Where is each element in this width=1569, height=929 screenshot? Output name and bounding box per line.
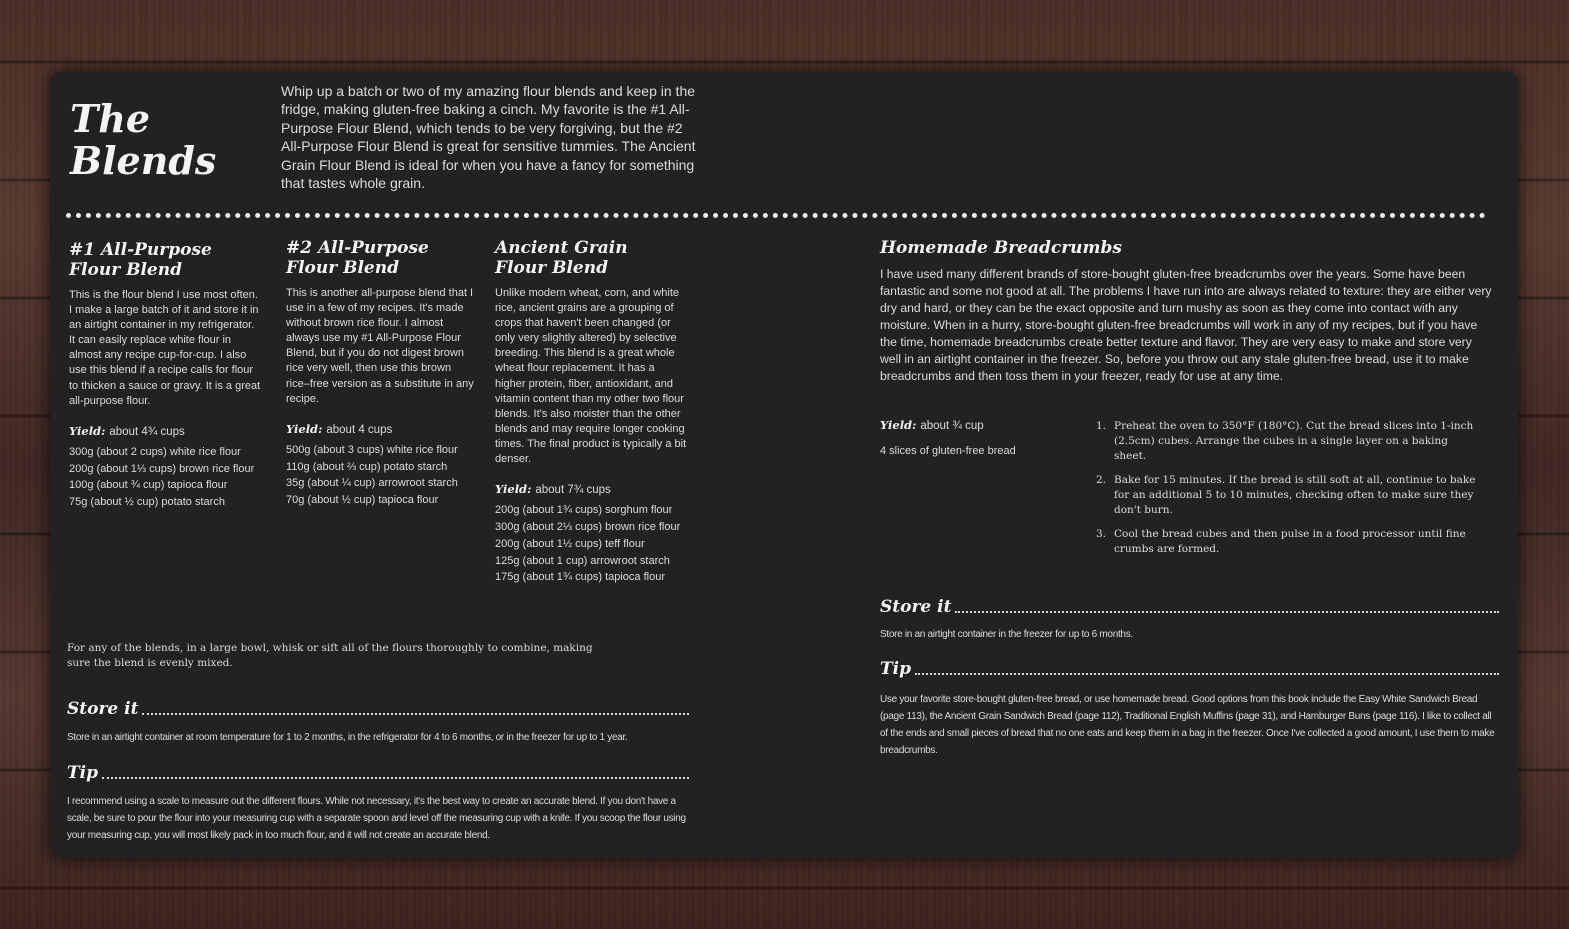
blend-1-column [69,240,261,511]
step-number: 1. [1096,420,1107,432]
breadcrumbs-yield [880,418,984,432]
step-number: 3. [1096,528,1107,540]
blend-2-yield-value: about 4 cups [326,423,393,436]
step-text: Preheat the oven to 350°F (180°C). Cut the bread slices into 1-inch (2.5cm) cubes. Arrange the cubes in a single layer on a baking sheet. [1114,420,1474,462]
breadcrumbs-store-header [880,598,1499,616]
blend-3-title-line2: Flour Blend [495,258,608,278]
step-item [1096,419,1481,464]
blend-3-ingredients [495,502,687,586]
blend-2-ingredients [286,442,476,509]
blend-3-yield-label: Yield: [495,482,532,497]
ingredient-item: 75g (about ½ cup) potato starch [69,496,225,509]
blends-tip-label: Tip [67,763,98,783]
ingredient-item: 35g (about ¼ cup) arrowroot starch [286,477,458,490]
ingredient-item: 100g (about ¾ cup) tapioca flour [69,479,228,492]
blend-3-title-line1: Ancient Grain [495,238,628,258]
step-item [1096,473,1481,518]
step-item [1096,527,1481,557]
blend-2-column [286,238,476,509]
dotted-rule [915,673,1499,675]
blend-1-title [69,240,261,280]
dotted-rule [955,611,1499,613]
blend-3-column [495,238,687,586]
page-title-line1: The [70,96,151,141]
step-number: 2. [1096,474,1107,486]
page-title-line2: Blends [70,138,217,183]
blend-1-description: This is the flour blend I use most often. I make a large batch of it and store it in an airtight container in my refrigerator. It can easily replace white flour in almost any recipe cup-for-cup. I also use this blend if a recipe calls for flour to thicken a sauce or gravy. It is a great all-purpose flour. [69,289,261,407]
ingredient-item: 110g (about ⅔ cup) potato starch [286,460,448,473]
breadcrumbs-tip-text: Use your favorite store-bought gluten-free bread, or use homemade bread. Good options from this book include the Easy White Sandwich Bread (page 113), the Ancient Grain Sandwich Bread (page 112), Traditional English Muffins (page 31), and Hamburger Buns (page 116). I like to collect all of the ends and small pieces of bread that no one eats and keep them in a bag in the freezer. Once I've collected a good amount, I use them to make breadcrumbs. [880,694,1495,756]
blend-2-title [286,238,476,278]
section-divider [66,213,1486,218]
breadcrumbs-yield-value: about ¾ cup [920,420,984,432]
breadcrumbs-tip-label: Tip [880,659,911,679]
breadcrumbs-yield-label: Yield: [880,418,917,432]
ingredient-item: 500g (about 3 cups) white rice flour [286,443,458,456]
blend-1-title-line2: Flour Blend [69,260,182,280]
ingredient-item: 200g (about 1¾ cups) sorghum flour [495,504,673,517]
blends-tip-text: I recommend using a scale to measure out the different flours. While not necessary, it's the best way to create an accurate blend. If you don't have a scale, be sure to pour the flour into your measuring cup with a separate spoon and level off the measuring cup with a knife. If you scoop the flour using your measuring cup, you will most likely pack in too much flour, and it will not create an accurate blend. [67,796,686,841]
intro-paragraph: Whip up a batch or two of my amazing flour blends and keep in the fridge, making gluten-free baking a cinch. My favorite is the #1 All-Purpose Flour Blend, which tends to be very forgiving, but the #2 All-Purpose Flour Blend is great for sensitive tummies. The Ancient Grain Flour Blend is ideal for when you have a fancy for something that tastes whole grain. [281,83,696,192]
ingredient-item: 175g (about 1¾ cups) tapioca flour [495,571,666,584]
breadcrumbs-title: Homemade Breadcrumbs [880,238,1122,258]
ingredient-item: 300g (about 2⅓ cups) brown rice flour [495,520,681,533]
blend-1-title-line1: #1 All-Purpose [69,240,212,260]
blend-2-yield-label: Yield: [286,421,323,436]
blend-1-yield-label: Yield: [69,423,106,438]
page-title [70,98,216,182]
dotted-rule [142,713,689,715]
blend-2-title-line1: #2 All-Purpose [286,238,429,258]
blend-method: For any of the blends, in a large bowl, whisk or sift all of the flours thoroughly to combine, making sure the blend is evenly mixed. [67,642,593,669]
blend-1-yield [69,424,261,438]
blend-3-description: Unlike modern wheat, corn, and white rice, ancient grains are a grouping of crops that haven't been changed (or only very slightly altered) by selective breeding. This blend is a great whole wheat flour replacement. It has a higher protein, fiber, antioxidant, and vitamin content than my other two flour blends. It's also moister than the other blends and may require longer cooking times. The final product is typically a bit denser. [495,287,687,466]
blend-1-ingredients [69,444,261,511]
blend-2-yield [286,422,476,436]
blend-2-description: This is another all-purpose blend that I use in a few of my recipes. It's made without brown rice flour. I almost always use my #1 All-Purpose Flour Blend, but if you do not digest brown rice very well, then use this brown rice–free version as a substitute in any recipe. [286,287,474,405]
ingredient-item: 200g (about 1½ cups) teff flour [495,537,645,550]
dotted-rule [102,777,689,779]
step-text: Bake for 15 minutes. If the bread is still soft at all, continue to bake for an additional 5 to 10 minutes, checking often to make sure they don't burn. [1114,474,1476,516]
blend-3-yield [495,482,687,496]
blends-store-header [67,700,689,718]
blend-3-title [495,238,687,278]
blend-3-yield-value: about 7¾ cups [535,484,611,497]
blends-store-text: Store in an airtight container at room temperature for 1 to 2 months, in the refrigerator for 4 to 6 months, or in the freezer for up to 1 year. [67,732,628,743]
recipe-page [50,72,1518,858]
breadcrumbs-intro: I have used many different brands of store-bought gluten-free breadcrumbs over the years. Some have been fantastic and some not good at all. The problems I have run into are always related to texture: they are either very dry and hard, or they can be the exact opposite and turn mushy as soon as they come into contact with any moisture. When in a hurry, store-bought gluten-free breadcrumbs will work in any of my recipes, but if you have the time, homemade breadcrumbs create better texture and flavor. They are very easy to make and store very well in an airtight container in the freezer. So, before you throw out any stale gluten-free bread, use it to make breadcrumbs and then toss them in your freezer, ready for use at any time. [880,267,1492,383]
breadcrumbs-store-text: Store in an airtight container in the freezer for up to 6 months. [880,629,1133,640]
step-text: Cool the bread cubes and then pulse in a food processor until fine crumbs are formed. [1114,528,1466,555]
ingredient-item: 70g (about ½ cup) tapioca flour [286,494,439,507]
breadcrumbs-tip-header [880,660,1499,678]
blends-tip-header [67,764,689,782]
blend-2-title-line2: Flour Blend [286,258,399,278]
blends-store-label: Store it [67,699,139,719]
breadcrumbs-steps [1096,419,1481,566]
ingredient-item: 125g (about 1 cup) arrowroot starch [495,554,670,567]
ingredient-item: 200g (about 1⅓ cups) brown rice flour [69,462,255,475]
ingredient-item: 300g (about 2 cups) white rice flour [69,445,241,458]
blend-1-yield-value: about 4¾ cups [109,425,185,438]
breadcrumbs-ingredient: 4 slices of gluten-free bread [880,445,1016,457]
breadcrumbs-store-label: Store it [880,597,952,617]
